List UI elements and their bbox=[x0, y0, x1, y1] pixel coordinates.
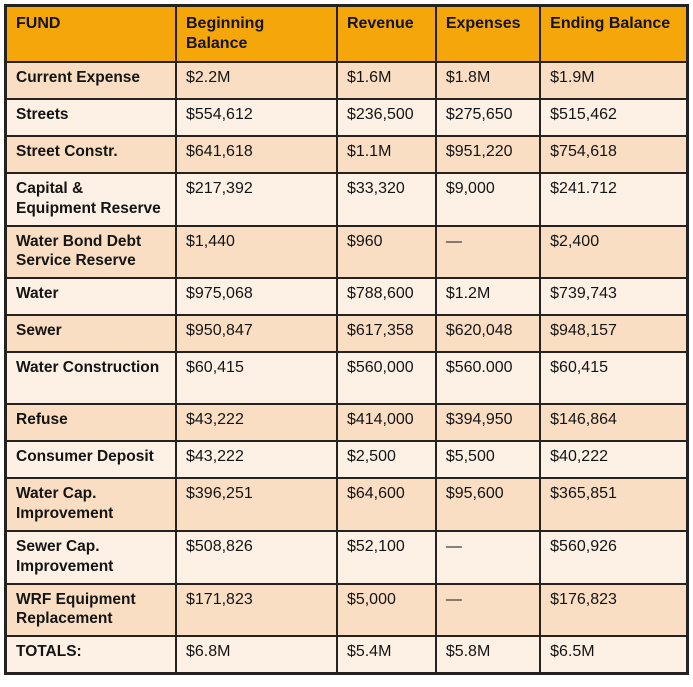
value-cell: $960 bbox=[337, 226, 436, 279]
value-cell: $40,222 bbox=[540, 441, 687, 478]
value-cell: $5,000 bbox=[337, 584, 436, 637]
value-cell: $2.2M bbox=[176, 62, 337, 99]
fund-name-cell: Water Bond Debt Service Reserve bbox=[6, 226, 177, 279]
value-cell: $60,415 bbox=[176, 352, 337, 404]
value-cell: — bbox=[436, 531, 540, 584]
table-row bbox=[6, 62, 688, 99]
value-cell: $33,320 bbox=[337, 173, 436, 226]
fund-name-cell: Capital & Equipment Reserve bbox=[6, 173, 177, 226]
value-cell: $951,220 bbox=[436, 136, 540, 173]
value-cell: $560,000 bbox=[337, 352, 436, 404]
value-cell: $560,926 bbox=[540, 531, 687, 584]
value-cell: $950,847 bbox=[176, 315, 337, 352]
value-cell: $365,851 bbox=[540, 478, 687, 531]
value-cell: $1.1M bbox=[337, 136, 436, 173]
column-header-expenses: Expenses bbox=[436, 6, 540, 62]
value-cell: $620,048 bbox=[436, 315, 540, 352]
value-cell: $236,500 bbox=[337, 99, 436, 136]
fund-name-cell: Street Constr. bbox=[6, 136, 177, 173]
value-cell: $43,222 bbox=[176, 441, 337, 478]
value-cell: $515,462 bbox=[540, 99, 687, 136]
value-cell: $2,400 bbox=[540, 226, 687, 279]
value-cell: — bbox=[436, 226, 540, 279]
value-cell: $1.6M bbox=[337, 62, 436, 99]
fund-name-cell: Current Expense bbox=[6, 62, 177, 99]
value-cell: $5.8M bbox=[436, 636, 540, 673]
fund-name-cell: Consumer Deposit bbox=[6, 441, 177, 478]
value-cell: $560.000 bbox=[436, 352, 540, 404]
value-cell: $948,157 bbox=[540, 315, 687, 352]
table-row bbox=[6, 315, 688, 352]
column-header-beginning-balance: Beginning Balance bbox=[176, 6, 337, 62]
value-cell: $975,068 bbox=[176, 278, 337, 315]
table-row bbox=[6, 478, 688, 531]
value-cell: $554,612 bbox=[176, 99, 337, 136]
value-cell: $146,864 bbox=[540, 404, 687, 441]
table-row bbox=[6, 278, 688, 315]
value-cell: $414,000 bbox=[337, 404, 436, 441]
value-cell: $394,950 bbox=[436, 404, 540, 441]
value-cell: $1.2M bbox=[436, 278, 540, 315]
table-row bbox=[6, 531, 688, 584]
table-row bbox=[6, 441, 688, 478]
value-cell: — bbox=[436, 584, 540, 637]
value-cell: $176,823 bbox=[540, 584, 687, 637]
value-cell: $64,600 bbox=[337, 478, 436, 531]
column-header-revenue: Revenue bbox=[337, 6, 436, 62]
value-cell: $6.8M bbox=[176, 636, 337, 673]
value-cell: $6.5M bbox=[540, 636, 687, 673]
fund-budget-table bbox=[4, 4, 689, 675]
value-cell: $171,823 bbox=[176, 584, 337, 637]
fund-name-cell: Refuse bbox=[6, 404, 177, 441]
value-cell: $5,500 bbox=[436, 441, 540, 478]
value-cell: $9,000 bbox=[436, 173, 540, 226]
fund-name-cell: Sewer Cap. Improvement bbox=[6, 531, 177, 584]
value-cell: $275,650 bbox=[436, 99, 540, 136]
table-row bbox=[6, 226, 688, 279]
fund-name-cell: Water Construction bbox=[6, 352, 177, 404]
value-cell: $641,618 bbox=[176, 136, 337, 173]
value-cell: $617,358 bbox=[337, 315, 436, 352]
value-cell: $60,415 bbox=[540, 352, 687, 404]
value-cell: $217,392 bbox=[176, 173, 337, 226]
value-cell: $396,251 bbox=[176, 478, 337, 531]
value-cell: $241.712 bbox=[540, 173, 687, 226]
value-cell: $95,600 bbox=[436, 478, 540, 531]
column-header-ending-balance: Ending Balance bbox=[540, 6, 687, 62]
fund-name-cell: Water bbox=[6, 278, 177, 315]
value-cell: $754,618 bbox=[540, 136, 687, 173]
table-row bbox=[6, 136, 688, 173]
fund-name-cell: WRF Equipment Replacement bbox=[6, 584, 177, 637]
value-cell: $508,826 bbox=[176, 531, 337, 584]
table-row bbox=[6, 173, 688, 226]
value-cell: $788,600 bbox=[337, 278, 436, 315]
value-cell: $1,440 bbox=[176, 226, 337, 279]
value-cell: $1.8M bbox=[436, 62, 540, 99]
value-cell: $43,222 bbox=[176, 404, 337, 441]
fund-name-cell: Sewer bbox=[6, 315, 177, 352]
header-row bbox=[6, 6, 688, 62]
column-header-fund: FUND bbox=[6, 6, 177, 62]
value-cell: $52,100 bbox=[337, 531, 436, 584]
value-cell: $1.9M bbox=[540, 62, 687, 99]
totals-row bbox=[6, 636, 688, 673]
value-cell: $5.4M bbox=[337, 636, 436, 673]
value-cell: $739,743 bbox=[540, 278, 687, 315]
table-row bbox=[6, 352, 688, 404]
totals-label-cell: TOTALS: bbox=[6, 636, 177, 673]
fund-name-cell: Streets bbox=[6, 99, 177, 136]
table-row bbox=[6, 404, 688, 441]
table-row bbox=[6, 584, 688, 637]
table-row bbox=[6, 99, 688, 136]
fund-name-cell: Water Cap. Improvement bbox=[6, 478, 177, 531]
value-cell: $2,500 bbox=[337, 441, 436, 478]
